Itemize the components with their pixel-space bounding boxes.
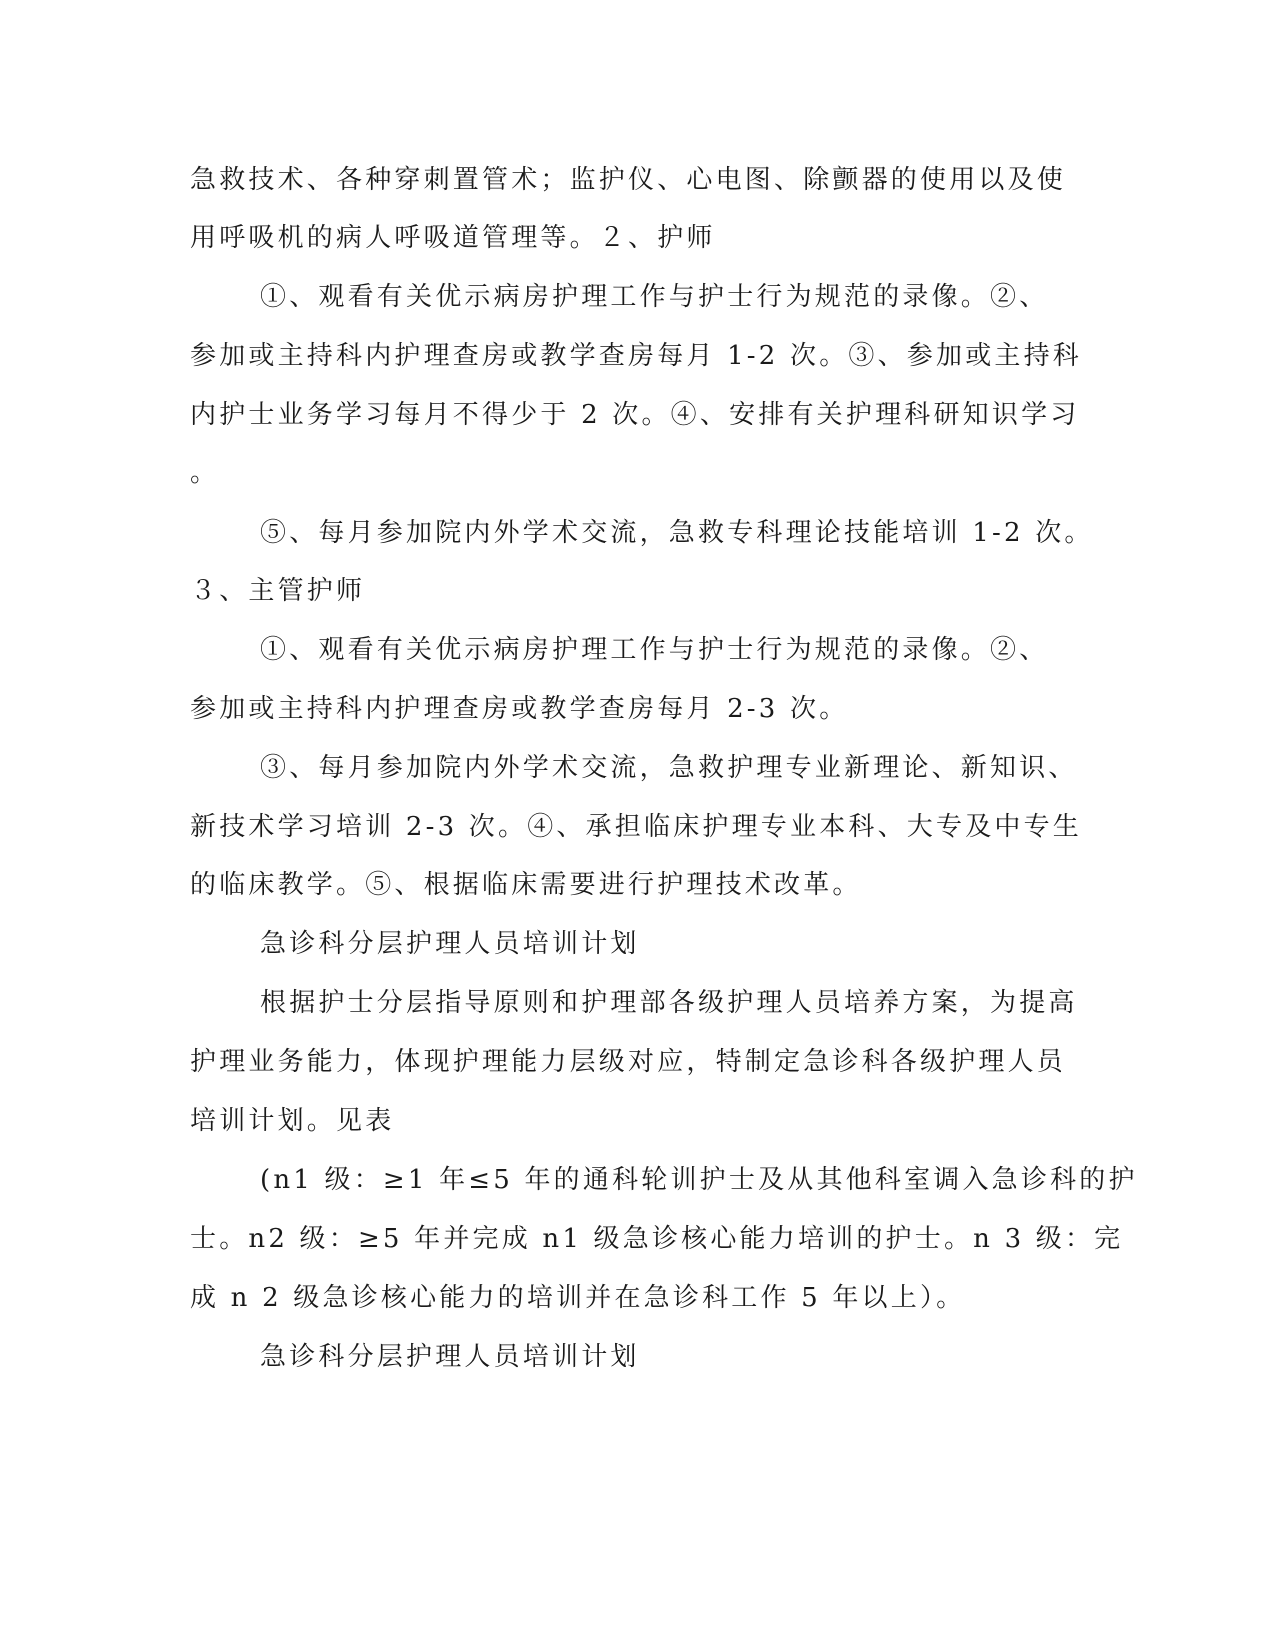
body-line: (n1 级：≥1 年≤5 年的通科轮训护士及从其他科室调入急诊科的护 [260, 1165, 1138, 1195]
body-line: 参加或主持科内护理查房或教学查房每月 2-3 次。 [190, 694, 849, 724]
section-title: 急诊科分层护理人员培训计划 [260, 1342, 640, 1372]
section-title: 急诊科分层护理人员培训计划 [260, 929, 640, 959]
body-line: ③、每月参加院内外学术交流，急救护理专业新理论、新知识、 [260, 753, 1078, 783]
body-line: 参加或主持科内护理查房或教学查房每月 1-2 次。③、参加或主持科 [190, 341, 1082, 371]
body-line: 成 n 2 级急诊核心能力的培训并在急诊科工作 5 年以上）。 [190, 1283, 966, 1313]
section-heading: ３、主管护师 [190, 576, 366, 606]
body-line: ⑤、每月参加院内外学术交流，急救专科理论技能培训 1-2 次。 [260, 518, 1094, 548]
body-line: ①、观看有关优示病房护理工作与护士行为规范的录像。②、 [260, 635, 1049, 665]
body-line: 培训计划。见表 [190, 1106, 395, 1136]
body-line: 护理业务能力，体现护理能力层级对应，特制定急诊科各级护理人员 [190, 1047, 1067, 1077]
body-line: 用呼吸机的病人呼吸道管理等。２、护师 [190, 223, 716, 253]
body-line: 急救技术、各种穿刺置管术；监护仪、心电图、除颤器的使用以及使 [190, 165, 1067, 195]
body-line: 根据护士分层指导原则和护理部各级护理人员培养方案，为提高 [260, 988, 1078, 1018]
body-line: 士。n2 级：≥5 年并完成 n1 级急诊核心能力培训的护士。n 3 级：完 [190, 1224, 1124, 1254]
body-line: ①、观看有关优示病房护理工作与护士行为规范的录像。②、 [260, 282, 1049, 312]
body-line: 的临床教学。⑤、根据临床需要进行护理技术改革。 [190, 870, 862, 900]
body-line: 内护士业务学习每月不得少于 2 次。④、安排有关护理科研知识学习 [190, 400, 1080, 430]
body-line: 。 [190, 458, 220, 488]
body-line: 新技术学习培训 2-3 次。④、承担临床护理专业本科、大专及中专生 [190, 812, 1082, 842]
